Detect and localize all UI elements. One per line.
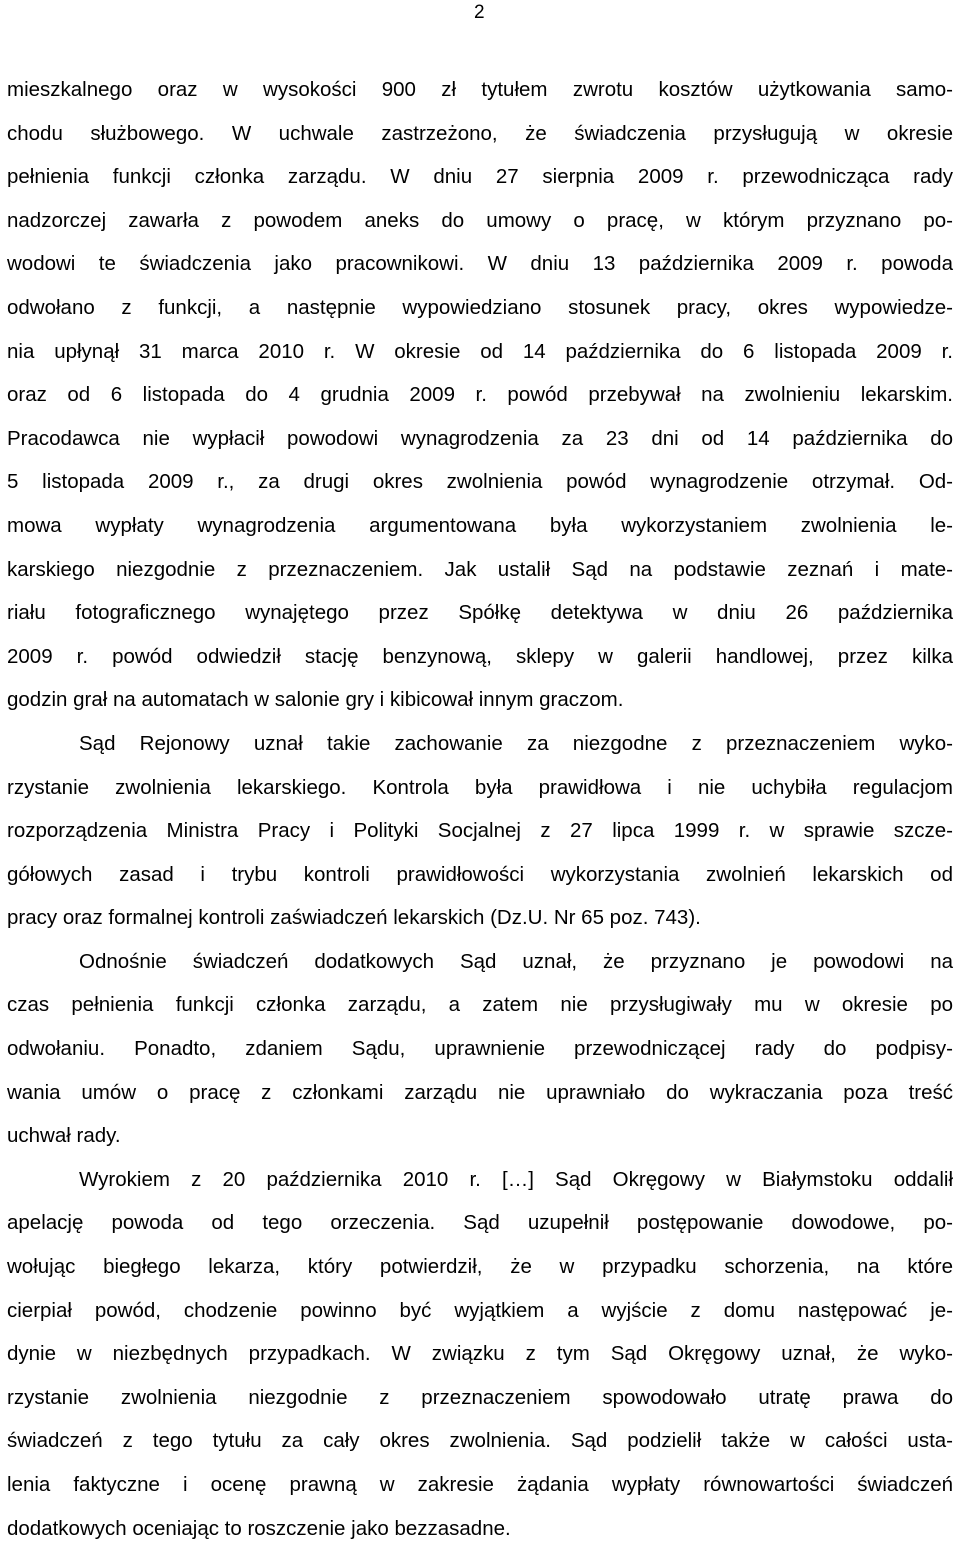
text-line: 2009 r. powód odwiedził stację benzynową, sklepy w galerii handlowej, przez kilka: [7, 644, 953, 668]
text-line: odwołaniu. Ponadto, zdaniem Sądu, uprawnienie przewodniczącej rady do podpisy-: [7, 1037, 953, 1061]
text-line: wodowi te świadczenia jako pracownikowi. W dniu 13 października 2009 r. powoda: [7, 252, 953, 276]
text-line: oraz od 6 listopada do 4 grudnia 2009 r. powód przebywał na zwolnieniu lekarskim.: [7, 383, 953, 407]
text-line: 5 listopada 2009 r., za drugi okres zwolnienia powód wynagrodzenie otrzymał. Od-: [7, 470, 953, 494]
text-line: rzystanie zwolnienia niezgodnie z przeznaczeniem spowodowało utratę prawa do: [7, 1385, 953, 1409]
text-line: wołując biegłego lekarza, który potwierdził, że w przypadku schorzenia, na które: [7, 1255, 953, 1279]
text-line: rozporządzenia Ministra Pracy i Polityki Socjalnej z 27 lipca 1999 r. w sprawie szcze-: [7, 819, 953, 843]
text-line: mieszkalnego oraz w wysokości 900 zł tytułem zwrotu kosztów użytkowania samo-: [7, 78, 953, 101]
text-line: apelację powoda od tego orzeczenia. Sąd uzupełnił postępowanie dowodowe, po-: [7, 1211, 953, 1235]
text-line: Sąd Rejonowy uznał takie zachowanie za niezgodne z przeznaczeniem wyko-: [79, 731, 953, 755]
text-line: pracy oraz formalnej kontroli zaświadczeń lekarskich (Dz.U. Nr 65 poz. 743).: [7, 906, 701, 930]
text-line: riału fotograficznego wynajętego przez Spółkę detektywa w dniu 26 października: [7, 601, 953, 625]
text-line: cierpiał powód, chodzenie powinno być wyjątkiem a wyjście z domu następować je-: [7, 1298, 953, 1322]
text-line: Pracodawca nie wypłacił powodowi wynagrodzenia za 23 dni od 14 października do: [7, 426, 953, 450]
text-line: dynie w niezbędnych przypadkach. W związku z tym Sąd Okręgowy uznał, że wyko-: [7, 1342, 953, 1366]
text-line: lenia faktyczne i ocenę prawną w zakresie żądania wypłaty równowartości świadczeń: [7, 1473, 953, 1496]
text-line: pełnienia funkcji członka zarządu. W dniu 27 sierpnia 2009 r. przewodnicząca rady: [7, 165, 953, 189]
text-line: gółowych zasad i trybu kontroli prawidłowości wykorzystania zwolnień lekarskich od: [7, 862, 953, 886]
text-line: nadzorczej zawarła z powodem aneks do umowy o pracę, w którym przyznano po-: [7, 208, 953, 232]
page-number: 2: [474, 2, 485, 23]
text-line: chodu służbowego. W uchwale zastrzeżono, że świadczenia przysługują w okresie: [7, 121, 953, 145]
text-line: godzin grał na automatach w salonie gry i kibicował innym graczom.: [7, 688, 624, 712]
text-line: mowa wypłaty wynagrodzenia argumentowana była wykorzystaniem zwolnienia le-: [7, 513, 953, 537]
text-line: nia upłynął 31 marca 2010 r. W okresie od 14 października do 6 listopada 2009 r.: [7, 339, 953, 363]
text-line: karskiego niezgodnie z przeznaczeniem. Jak ustalił Sąd na podstawie zeznań i mate-: [7, 557, 953, 581]
text-line: odwołano z funkcji, a następnie wypowiedziano stosunek pracy, okres wypowiedze-: [7, 295, 953, 319]
text-line: Wyrokiem z 20 października 2010 r. […] Sąd Okręgowy w Białymstoku oddalił: [79, 1167, 953, 1191]
text-line: Odnośnie świadczeń dodatkowych Sąd uznał, że przyznano je powodowi na: [79, 949, 953, 973]
text-line: świadczeń z tego tytułu za cały okres zwolnienia. Sąd podzielił także w całości usta-: [7, 1429, 953, 1453]
text-line: uchwał rady.: [7, 1124, 121, 1148]
text-line: czas pełnienia funkcji członka zarządu, a zatem nie przysługiwały mu w okresie po: [7, 993, 953, 1017]
text-line: wania umów o pracę z członkami zarządu nie uprawniało do wykraczania poza treść: [7, 1080, 953, 1104]
document-body: [7, 68, 953, 1550]
text-line: dodatkowych oceniając to roszczenie jako bezzasadne.: [7, 1516, 511, 1540]
text-line: rzystanie zwolnienia lekarskiego. Kontrola była prawidłowa i nie uchybiła regulacjom: [7, 775, 953, 799]
